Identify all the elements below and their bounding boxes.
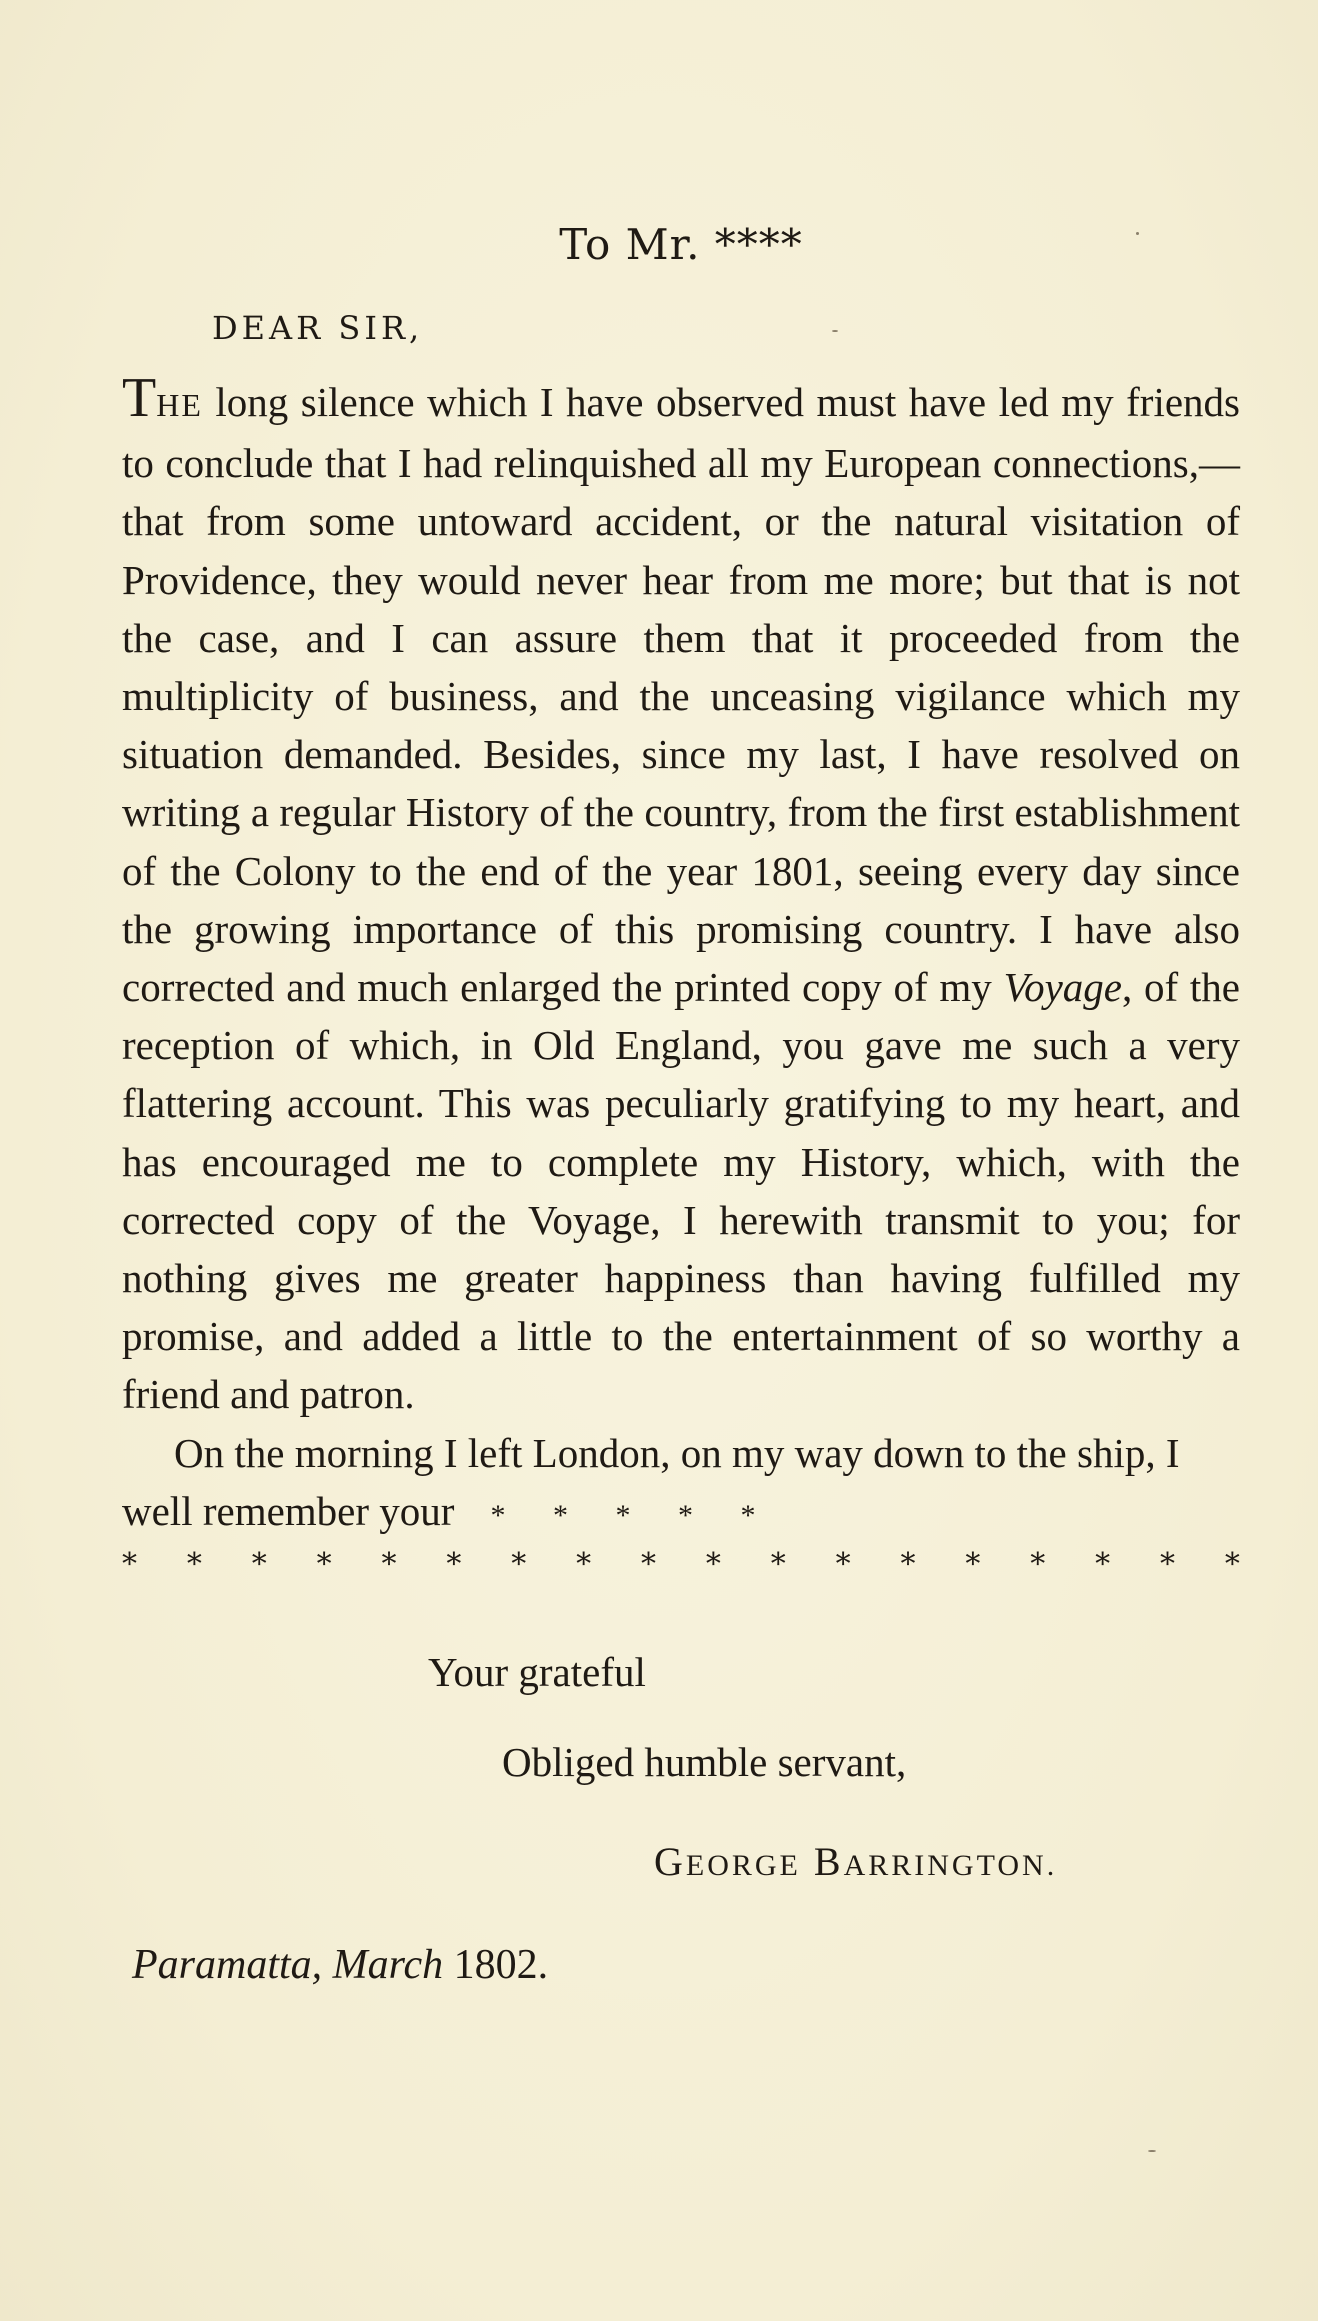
ink-speck [1136, 232, 1139, 235]
letter [122, 220, 1240, 1989]
paragraph-1 [122, 369, 1240, 1424]
signature-first-initial: G [654, 1839, 686, 1885]
salutation: DEAR SIR, [212, 309, 424, 347]
asterisk: * [122, 1547, 137, 1583]
asterisk: * [641, 1547, 656, 1583]
asterisk: * [1095, 1547, 1111, 1583]
asterisk: * [705, 1547, 721, 1583]
asterisk: * [186, 1547, 202, 1583]
asterisk: * [316, 1547, 332, 1583]
asterisk: * [835, 1547, 851, 1583]
signature [654, 1838, 1240, 1885]
closing-line-2: Obliged humble servant, [502, 1739, 907, 1786]
asterisk: * [965, 1547, 981, 1583]
asterisk: * [900, 1547, 916, 1583]
asterisk: * [511, 1547, 527, 1583]
ink-speck [832, 330, 838, 332]
drop-cap: T [122, 367, 157, 429]
asterisk: * [381, 1547, 397, 1583]
asterisk: * [446, 1547, 462, 1583]
year: 1802. [453, 1942, 549, 1989]
asterisk: * [1030, 1547, 1046, 1583]
voyage-emphasis: Voyage [1003, 964, 1122, 1011]
paragraph-2 [122, 1424, 1240, 1545]
paragraph-1-text-a: long silence which I have observed must have led my friends to conclude that I had relinquished all my European connections,—that from some untoward accident, or the natural visitation of Providence, they would never hear from me more; but that is not the case, and I can assure them that it proceeded from the multiplicity of business, and the unceasing vigilance which my situation demanded. Besides, since my last, I have resolved on writing a regular History of the country, from the first establishment of the Colony to the end of the year 1801, seeing every day since the growing importance of this promising country. I have also corrected and much enlarged the printed copy of my [122, 379, 1240, 1011]
asterisk: * [1160, 1547, 1175, 1583]
place-date [132, 1941, 1240, 1989]
signature-first-rest: EORGE [685, 1849, 801, 1883]
addressee: To Mr. **** [559, 220, 803, 269]
month: March [332, 1942, 444, 1989]
opening-small-caps: HE [156, 387, 203, 423]
asterisk: * [770, 1547, 786, 1583]
asterisk-row [122, 1547, 1240, 1582]
trailing-asterisks: * * * * * [490, 1498, 756, 1532]
place-name: Paramatta, [132, 1942, 323, 1989]
signature-last-rest: ARRINGTON. [843, 1849, 1058, 1883]
asterisk: * [1224, 1547, 1240, 1583]
ink-speck [1148, 2150, 1156, 2152]
paragraph-1-text-b: , of the reception of which, in Old England, you gave me such a very flattering account. This was peculiarly gratifying to my heart, and has encouraged me to complete my History, which, with the corrected copy of the Voyage, I herewith transmit to you; for nothing gives me greater happiness than having fulfilled my promise, and added a little to the entertainment of so worthy a friend and patron. [122, 964, 1240, 1418]
asterisk: * [576, 1547, 592, 1583]
closing-line-1: Your grateful [428, 1649, 646, 1696]
signature-last-initial: B [813, 1839, 844, 1885]
paragraph-2-text: On the morning I left London, on my way down to the ship, I well remember your [122, 1429, 1180, 1534]
asterisk: * [251, 1547, 267, 1583]
